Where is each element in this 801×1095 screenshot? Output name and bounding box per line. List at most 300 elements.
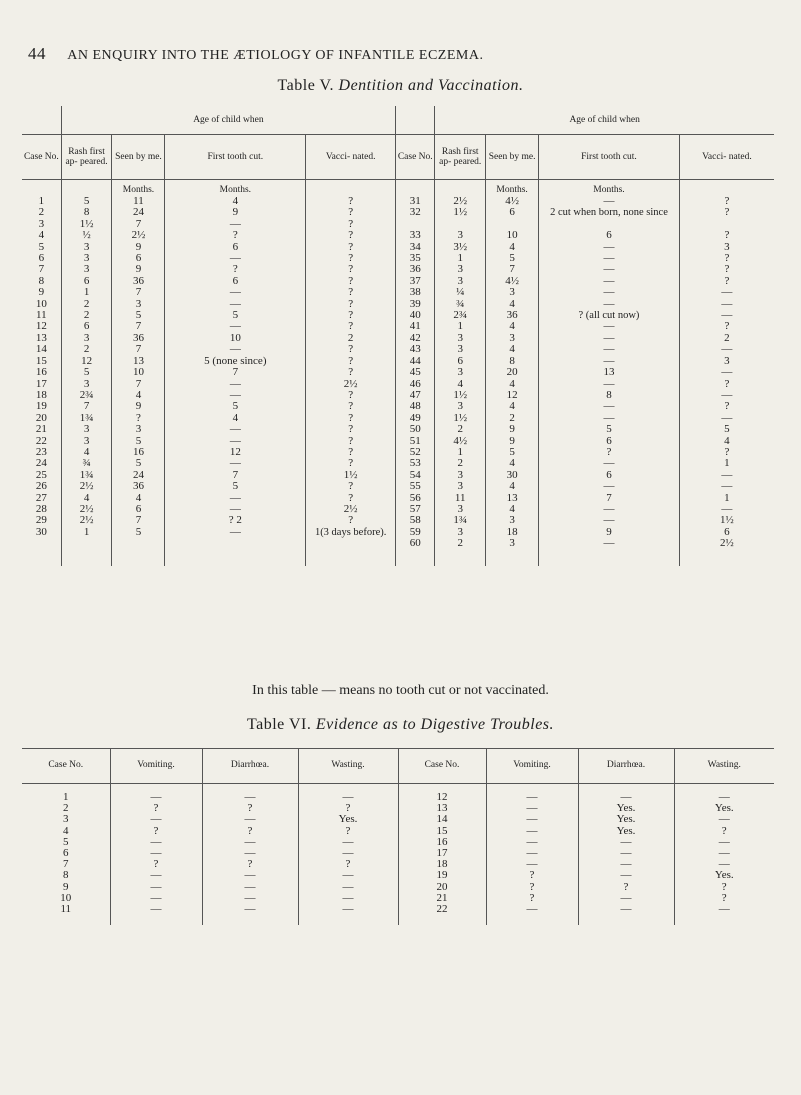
first-tooth: — xyxy=(539,515,680,526)
vaccinated: 2 xyxy=(679,333,774,344)
case-no: 22 xyxy=(398,904,486,925)
running-head-title: AN ENQUIRY INTO THE ÆTIOLOGY OF INFANTILE ECZEMA. xyxy=(67,48,484,63)
wasting: — xyxy=(298,784,398,804)
table-row xyxy=(22,904,774,925)
first-tooth: — xyxy=(539,504,680,515)
case-no: 5 xyxy=(63,835,69,848)
case-no: 13 xyxy=(35,331,47,344)
first-tooth: — xyxy=(165,504,306,515)
case-no: 32 xyxy=(396,207,435,218)
group-header: Age of child when xyxy=(435,106,774,135)
seen-age: 4 xyxy=(486,242,539,253)
vaccinated: ? xyxy=(306,230,396,241)
wasting: — xyxy=(298,904,398,925)
seen-age: 3 xyxy=(486,538,539,565)
rash-age: 3½ xyxy=(435,242,486,253)
first-tooth: — xyxy=(539,401,680,412)
first-tooth: — xyxy=(165,344,306,355)
rash-age: 5 xyxy=(61,367,112,378)
case-no: 46 xyxy=(396,379,435,390)
first-tooth: 6 xyxy=(165,276,306,287)
diarrhoea: — xyxy=(202,904,298,925)
rash-age: 3 xyxy=(435,470,486,481)
seen-age: 36 xyxy=(486,310,539,321)
seen-age: 4 xyxy=(486,344,539,355)
case-no: 1 xyxy=(63,791,69,803)
case-no: 20 xyxy=(35,411,47,424)
seen-age: 9 xyxy=(112,264,165,275)
rash-age: 2 xyxy=(61,299,112,310)
vaccinated-header: Vacci- nated. xyxy=(306,135,396,180)
first-tooth: 4 xyxy=(165,413,306,424)
first-tooth: 13 xyxy=(539,367,680,378)
diarrhoea: — xyxy=(578,784,674,804)
units-cell xyxy=(396,180,435,197)
case-no: 49 xyxy=(396,413,435,424)
case-no: 27 xyxy=(35,491,47,504)
table-row xyxy=(22,826,774,837)
vaccinated: ? xyxy=(306,413,396,424)
vaccinated: ? xyxy=(306,390,396,401)
table5-caption xyxy=(0,77,801,95)
first-tooth: 12 xyxy=(165,447,306,458)
case-no: 47 xyxy=(396,390,435,401)
case-no: 8 xyxy=(38,274,45,287)
seen-age: 18 xyxy=(486,527,539,538)
group-header: Age of child when xyxy=(61,106,395,135)
table-row xyxy=(22,401,774,412)
table-row xyxy=(22,230,774,241)
vaccinated: ? xyxy=(306,436,396,447)
vaccinated: ? xyxy=(306,310,396,321)
seen-age: 8 xyxy=(486,356,539,367)
rash-age: 12 xyxy=(61,356,112,367)
rash-age: 1¾ xyxy=(61,413,112,424)
vaccinated: ? xyxy=(306,219,396,230)
first-tooth: 5 xyxy=(165,401,306,412)
seen-age: 36 xyxy=(112,333,165,344)
seen-age: 7 xyxy=(112,379,165,390)
first-tooth: 5 xyxy=(539,424,680,435)
vomiting: — xyxy=(110,837,202,848)
first-tooth: 7 xyxy=(539,493,680,504)
vaccinated: ? xyxy=(306,447,396,458)
first-tooth: — xyxy=(165,379,306,390)
case-no: 37 xyxy=(396,276,435,287)
vomiting: — xyxy=(110,848,202,859)
wasting-header: Wasting. xyxy=(298,749,398,784)
first-tooth: 6 xyxy=(539,470,680,481)
table-row xyxy=(22,253,774,264)
seen-age: 13 xyxy=(112,356,165,367)
case-no: 35 xyxy=(396,253,435,264)
first-tooth: 6 xyxy=(165,242,306,253)
table-row xyxy=(22,287,774,298)
table6-label: Table VI. xyxy=(246,716,312,733)
seen-age: 4 xyxy=(112,493,165,504)
vaccinated: 1 xyxy=(679,493,774,504)
case-no: 25 xyxy=(35,468,47,481)
diarrhoea: — xyxy=(578,837,674,848)
vaccinated: ? xyxy=(306,276,396,287)
table5-title: Dentition and Vaccination. xyxy=(338,77,524,94)
first-tooth: 6 xyxy=(539,436,680,447)
seen-age: 10 xyxy=(112,367,165,378)
vomiting: — xyxy=(110,784,202,804)
vaccinated: ? xyxy=(679,379,774,390)
vaccinated: 4 xyxy=(679,436,774,447)
first-tooth: 10 xyxy=(165,333,306,344)
case-no: 6 xyxy=(38,252,45,265)
first-tooth: — xyxy=(165,390,306,401)
seen-age: 5 xyxy=(112,310,165,321)
first-tooth: 7 xyxy=(165,470,306,481)
first-tooth: — xyxy=(165,493,306,504)
table-row xyxy=(22,333,774,344)
seen-header: Seen by me. xyxy=(112,135,165,180)
first-tooth: — xyxy=(165,458,306,469)
diarrhoea: ? xyxy=(202,859,298,870)
seen-age: 9 xyxy=(486,424,539,435)
running-head xyxy=(28,44,768,64)
seen-age: 20 xyxy=(486,367,539,378)
vaccinated: 5 xyxy=(679,424,774,435)
seen-age: 4 xyxy=(486,481,539,492)
table-row xyxy=(22,882,774,893)
rash-age: 2¾ xyxy=(435,310,486,321)
wasting: — xyxy=(298,848,398,859)
seen-age: 7 xyxy=(486,264,539,275)
case-no: 19 xyxy=(398,870,486,881)
seen-age: 2½ xyxy=(112,230,165,241)
vaccinated: ? xyxy=(306,458,396,469)
rash-age: 3 xyxy=(435,504,486,515)
case-no-header: Case No. xyxy=(22,749,110,784)
case-no: 1 xyxy=(38,195,45,207)
first-tooth: 5 xyxy=(165,481,306,492)
case-no: 22 xyxy=(35,434,47,447)
vaccinated: — xyxy=(679,367,774,378)
vaccinated: ? xyxy=(306,299,396,310)
case-no: 45 xyxy=(396,367,435,378)
diarrhoea: — xyxy=(578,848,674,859)
seen-age: 10 xyxy=(486,230,539,241)
first-tooth: ? xyxy=(165,230,306,241)
rash-age: 3 xyxy=(435,230,486,241)
first-tooth xyxy=(165,538,306,565)
table-row xyxy=(22,447,774,458)
wasting: Yes. xyxy=(298,814,398,825)
case-no: 9 xyxy=(63,880,69,893)
rash-age: 2¾ xyxy=(61,390,112,401)
units-cell: Months. xyxy=(486,180,539,197)
vaccinated: 2½ xyxy=(306,504,396,515)
seen-age: 4 xyxy=(486,401,539,412)
seen-age: 2 xyxy=(486,413,539,424)
case-no: 8 xyxy=(63,869,69,882)
vomiting: — xyxy=(486,904,578,925)
case-no: 4 xyxy=(38,229,45,242)
rash-age: 1½ xyxy=(61,219,112,230)
units-cell: Months. xyxy=(112,180,165,197)
case-no: 38 xyxy=(396,287,435,298)
first-tooth: ? xyxy=(539,447,680,458)
vaccinated: 1½ xyxy=(679,515,774,526)
rash-age: 3 xyxy=(61,379,112,390)
diarrhoea-header: Diarrhœa. xyxy=(578,749,674,784)
rash-age: 11 xyxy=(435,493,486,504)
rash-age: ¼ xyxy=(435,287,486,298)
vaccinated: 1½ xyxy=(306,470,396,481)
case-no: 34 xyxy=(396,242,435,253)
vaccinated: ? xyxy=(679,264,774,275)
table-row xyxy=(22,344,774,355)
wasting: ? xyxy=(674,882,774,893)
rash-age: 3 xyxy=(435,401,486,412)
seen-age: 36 xyxy=(112,276,165,287)
case-no: 9 xyxy=(38,286,45,299)
rash-age: 3 xyxy=(435,344,486,355)
first-tooth: — xyxy=(539,196,680,207)
vaccinated: ? xyxy=(679,207,774,218)
seen-age: 5 xyxy=(486,253,539,264)
wasting-header: Wasting. xyxy=(674,749,774,784)
rash-age: 3 xyxy=(61,436,112,447)
case-no-header: Case No. xyxy=(22,135,61,180)
vaccinated: ? xyxy=(306,367,396,378)
rash-age: 2 xyxy=(435,458,486,469)
first-tooth: — xyxy=(539,481,680,492)
vomiting: ? xyxy=(110,803,202,814)
seen-age: 3 xyxy=(486,515,539,526)
vaccinated: ? xyxy=(306,287,396,298)
vaccinated: ? xyxy=(306,321,396,332)
case-no: 31 xyxy=(396,196,435,207)
diarrhoea: — xyxy=(578,904,674,925)
rash-age: 4 xyxy=(435,379,486,390)
first-tooth: — xyxy=(539,344,680,355)
table-row xyxy=(22,803,774,814)
first-tooth: — xyxy=(165,527,306,538)
rash-age: ¾ xyxy=(435,299,486,310)
case-no: 3 xyxy=(38,217,45,230)
vomiting: ? xyxy=(110,859,202,870)
rash-age: 4 xyxy=(61,493,112,504)
units-cell: Months. xyxy=(165,180,306,197)
case-no: 60 xyxy=(396,538,435,565)
seen-age xyxy=(112,538,165,565)
case-no: 3 xyxy=(63,813,69,826)
vaccinated: 3 xyxy=(679,356,774,367)
table-row xyxy=(22,837,774,848)
wasting: Yes. xyxy=(674,803,774,814)
table-row xyxy=(22,784,774,804)
vomiting: — xyxy=(110,904,202,925)
vaccinated: ? xyxy=(679,447,774,458)
seen-age: 4 xyxy=(486,379,539,390)
rash-age: 2 xyxy=(435,424,486,435)
rash-age: 1 xyxy=(61,287,112,298)
tooth-header: First tooth cut. xyxy=(539,135,680,180)
rash-age: 3 xyxy=(61,424,112,435)
wasting: — xyxy=(674,848,774,859)
case-no: 21 xyxy=(35,423,47,436)
case-no: 11 xyxy=(60,903,72,916)
diarrhoea-header: Diarrhœa. xyxy=(202,749,298,784)
first-tooth: 9 xyxy=(539,527,680,538)
vomiting: — xyxy=(110,882,202,893)
wasting: — xyxy=(298,870,398,881)
table-row xyxy=(22,276,774,287)
vaccinated: 1(3 days before). xyxy=(306,527,396,538)
rash-age: 3 xyxy=(435,276,486,287)
rash-age: 3 xyxy=(435,481,486,492)
vaccinated: ? xyxy=(306,196,396,207)
seen-age: 6 xyxy=(486,207,539,218)
seen-age: 7 xyxy=(112,515,165,526)
seen-age: 7 xyxy=(112,321,165,332)
case-no: 10 xyxy=(60,891,72,904)
diarrhoea: — xyxy=(578,893,674,904)
first-tooth: 4 xyxy=(165,196,306,207)
rash-header: Rash first ap- peared. xyxy=(435,135,486,180)
case-no: 12 xyxy=(35,320,47,333)
case-no-header: Case No. xyxy=(396,135,435,180)
table-row xyxy=(22,424,774,435)
case-no: 20 xyxy=(398,882,486,893)
wasting: — xyxy=(674,837,774,848)
wasting: ? xyxy=(298,803,398,814)
case-no-header: Case No. xyxy=(398,749,486,784)
case-no: 50 xyxy=(396,424,435,435)
seen-age: 16 xyxy=(112,447,165,458)
seen-age: 24 xyxy=(112,207,165,218)
seen-age: 9 xyxy=(112,242,165,253)
rash-age: 3 xyxy=(61,333,112,344)
diarrhoea: Yes. xyxy=(578,803,674,814)
case-no: 13 xyxy=(398,803,486,814)
first-tooth: — xyxy=(539,242,680,253)
case-no: 14 xyxy=(398,814,486,825)
table-row xyxy=(22,310,774,321)
first-tooth: — xyxy=(165,299,306,310)
first-tooth: — xyxy=(539,299,680,310)
first-tooth: 6 xyxy=(539,230,680,241)
rash-age: ¾ xyxy=(61,458,112,469)
rash-age: 3 xyxy=(435,333,486,344)
rash-age: 2 xyxy=(61,344,112,355)
vomiting: — xyxy=(486,826,578,837)
first-tooth: 9 xyxy=(165,207,306,218)
case-no: 5 xyxy=(38,240,45,253)
seen-age: 4 xyxy=(486,458,539,469)
rash-age: 4 xyxy=(61,447,112,458)
first-tooth: — xyxy=(539,356,680,367)
case-no: 40 xyxy=(396,310,435,321)
first-tooth: 8 xyxy=(539,390,680,401)
first-tooth: — xyxy=(165,424,306,435)
case-no: 16 xyxy=(398,837,486,848)
rash-age xyxy=(61,538,112,565)
rash-age: 3 xyxy=(435,264,486,275)
table-row xyxy=(22,481,774,492)
vaccinated: — xyxy=(679,504,774,515)
table-row xyxy=(22,848,774,859)
first-tooth: — xyxy=(165,219,306,230)
table5-label: Table V. xyxy=(277,77,335,94)
seen-age: 3 xyxy=(486,287,539,298)
seen-age: 7 xyxy=(112,287,165,298)
rash-age: 4½ xyxy=(435,436,486,447)
case-no: 18 xyxy=(35,388,47,401)
vomiting: — xyxy=(110,870,202,881)
first-tooth: — xyxy=(539,413,680,424)
case-no: 33 xyxy=(396,230,435,241)
units-cell xyxy=(435,180,486,197)
vaccinated: ? xyxy=(306,515,396,526)
wasting: ? xyxy=(298,826,398,837)
rash-age: 6 xyxy=(61,276,112,287)
wasting: — xyxy=(674,814,774,825)
case-no: 15 xyxy=(398,826,486,837)
case-no: 59 xyxy=(396,527,435,538)
vaccinated xyxy=(306,538,396,565)
rash-age: 1¾ xyxy=(61,470,112,481)
case-no: 26 xyxy=(35,480,47,493)
units-cell xyxy=(61,180,112,197)
units-cell: Months. xyxy=(539,180,680,197)
rash-age: 8 xyxy=(61,207,112,218)
case-no: 21 xyxy=(398,893,486,904)
case-no: 54 xyxy=(396,470,435,481)
case-no: 43 xyxy=(396,344,435,355)
case-no: 24 xyxy=(35,457,47,470)
case-no: 4 xyxy=(63,824,69,837)
vaccinated: ? xyxy=(306,481,396,492)
vomiting-header: Vomiting. xyxy=(486,749,578,784)
diarrhoea: — xyxy=(578,859,674,870)
seen-age: 4 xyxy=(486,504,539,515)
seen-age: 30 xyxy=(486,470,539,481)
case-no: 16 xyxy=(35,366,47,379)
vomiting: — xyxy=(486,803,578,814)
vaccinated: — xyxy=(679,481,774,492)
wasting: — xyxy=(674,784,774,804)
units-cell xyxy=(306,180,396,197)
seen-age: 5 xyxy=(112,527,165,538)
wasting: ? xyxy=(674,826,774,837)
case-no: 41 xyxy=(396,321,435,332)
table-row xyxy=(22,299,774,310)
diarrhoea: — xyxy=(202,814,298,825)
vomiting: — xyxy=(486,814,578,825)
table-row xyxy=(22,515,774,526)
table-row xyxy=(22,870,774,881)
seen-age: 13 xyxy=(486,493,539,504)
seen-age: 4 xyxy=(112,390,165,401)
vaccinated: ? xyxy=(679,253,774,264)
vaccinated: 3 xyxy=(679,242,774,253)
case-no: 7 xyxy=(38,263,45,276)
table6 xyxy=(22,748,774,925)
case-no: 55 xyxy=(396,481,435,492)
wasting: — xyxy=(298,893,398,904)
seen-age: 5 xyxy=(486,447,539,458)
vomiting: — xyxy=(110,893,202,904)
case-no: 29 xyxy=(35,514,47,527)
case-no: 36 xyxy=(396,264,435,275)
vomiting-header: Vomiting. xyxy=(110,749,202,784)
